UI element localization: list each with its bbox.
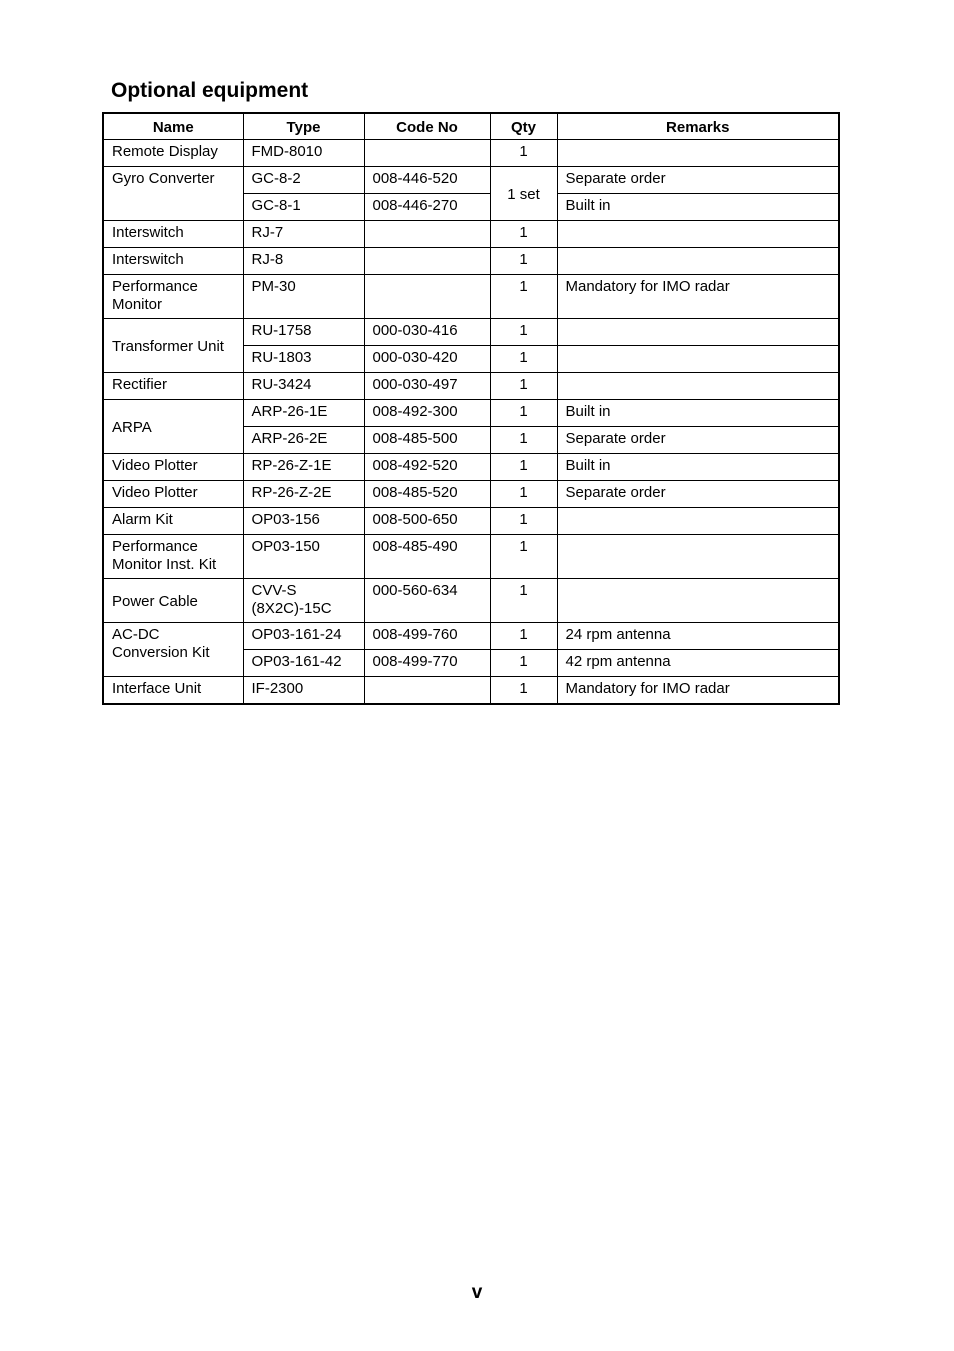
column-header-name: Name [103,113,243,140]
cell-qty: 1 [490,400,557,427]
cell-type: IF-2300 [243,677,364,705]
cell-remarks: 24 rpm antenna [557,623,839,650]
table-row [103,579,839,623]
table-row [103,221,839,248]
cell-name: Performance Monitor Inst. Kit [103,535,243,579]
table-row [103,167,839,194]
cell-type: RP-26-Z-1E [243,454,364,481]
cell-code: 008-485-520 [364,481,490,508]
cell-name: Gyro Converter [103,167,243,221]
cell-code [364,221,490,248]
cell-name: ARPA [103,400,243,454]
cell-remarks [557,319,839,346]
cell-qty: 1 [490,373,557,400]
cell-code: 008-499-760 [364,623,490,650]
cell-code: 000-030-416 [364,319,490,346]
cell-type: GC-8-2 [243,167,364,194]
cell-qty: 1 [490,508,557,535]
cell-remarks: Built in [557,454,839,481]
cell-remarks: Mandatory for IMO radar [557,677,839,705]
cell-code: 008-485-490 [364,535,490,579]
table-row [103,400,839,427]
cell-qty: 1 [490,579,557,623]
cell-remarks: 42 rpm antenna [557,650,839,677]
cell-qty: 1 [490,481,557,508]
cell-type: RJ-8 [243,248,364,275]
cell-remarks: Separate order [557,481,839,508]
cell-remarks [557,248,839,275]
table-row [103,248,839,275]
cell-code: 008-492-520 [364,454,490,481]
cell-code: 008-485-500 [364,427,490,454]
cell-code: 008-492-300 [364,400,490,427]
cell-code: 000-030-420 [364,346,490,373]
table-row [103,275,839,319]
column-header-type: Type [243,113,364,140]
cell-qty: 1 [490,248,557,275]
cell-code [364,140,490,167]
table-row [103,140,839,167]
cell-code [364,677,490,705]
cell-name: Interswitch [103,221,243,248]
cell-type: GC-8-1 [243,194,364,221]
cell-name: Performance Monitor [103,275,243,319]
cell-type: RU-1758 [243,319,364,346]
cell-qty: 1 [490,427,557,454]
cell-type: FMD-8010 [243,140,364,167]
column-header-remarks: Remarks [557,113,839,140]
cell-type: OP03-161-42 [243,650,364,677]
column-header-qty: Qty [490,113,557,140]
cell-remarks [557,373,839,400]
cell-qty: 1 [490,275,557,319]
cell-remarks [557,535,839,579]
cell-code: 008-446-520 [364,167,490,194]
cell-type: OP03-150 [243,535,364,579]
cell-type: PM-30 [243,275,364,319]
cell-name: AC-DC Conversion Kit [103,623,243,677]
cell-remarks [557,140,839,167]
cell-qty: 1 [490,346,557,373]
cell-qty: 1 [490,454,557,481]
cell-name: Rectifier [103,373,243,400]
cell-qty: 1 [490,535,557,579]
cell-remarks [557,579,839,623]
cell-name: Video Plotter [103,481,243,508]
table-row [103,373,839,400]
cell-qty: 1 [490,650,557,677]
cell-type: OP03-156 [243,508,364,535]
cell-code: 008-446-270 [364,194,490,221]
cell-qty: 1 [490,221,557,248]
cell-code: 000-560-634 [364,579,490,623]
table-row [103,508,839,535]
cell-type: ARP-26-1E [243,400,364,427]
cell-type: ARP-26-2E [243,427,364,454]
cell-remarks: Mandatory for IMO radar [557,275,839,319]
cell-name: Video Plotter [103,454,243,481]
table-row [103,454,839,481]
cell-code [364,248,490,275]
cell-remarks: Separate order [557,427,839,454]
table-header-row [103,113,839,140]
cell-type: RU-3424 [243,373,364,400]
optional-equipment-table [102,112,840,705]
cell-qty: 1 [490,677,557,705]
cell-name: Alarm Kit [103,508,243,535]
cell-qty: 1 [490,623,557,650]
column-header-code: Code No [364,113,490,140]
cell-type: RP-26-Z-2E [243,481,364,508]
cell-remarks [557,346,839,373]
cell-type: CVV-S (8X2C)-15C [243,579,364,623]
cell-remarks [557,221,839,248]
page-number: v [471,1282,483,1303]
cell-name: Interface Unit [103,677,243,705]
cell-remarks: Built in [557,400,839,427]
table-row [103,319,839,346]
cell-code: 008-500-650 [364,508,490,535]
cell-qty: 1 [490,140,557,167]
table-row [103,481,839,508]
cell-type: RJ-7 [243,221,364,248]
page-title: Optional equipment [111,79,309,102]
cell-name: Remote Display [103,140,243,167]
cell-remarks: Built in [557,194,839,221]
cell-type: OP03-161-24 [243,623,364,650]
cell-type: RU-1803 [243,346,364,373]
table-row [103,535,839,579]
cell-code: 008-499-770 [364,650,490,677]
table-row [103,623,839,650]
cell-qty: 1 set [490,167,557,221]
cell-qty: 1 [490,319,557,346]
cell-remarks [557,508,839,535]
cell-name: Interswitch [103,248,243,275]
cell-name: Power Cable [103,579,243,623]
cell-name: Transformer Unit [103,319,243,373]
cell-code: 000-030-497 [364,373,490,400]
table-row [103,677,839,705]
cell-code [364,275,490,319]
cell-remarks: Separate order [557,167,839,194]
